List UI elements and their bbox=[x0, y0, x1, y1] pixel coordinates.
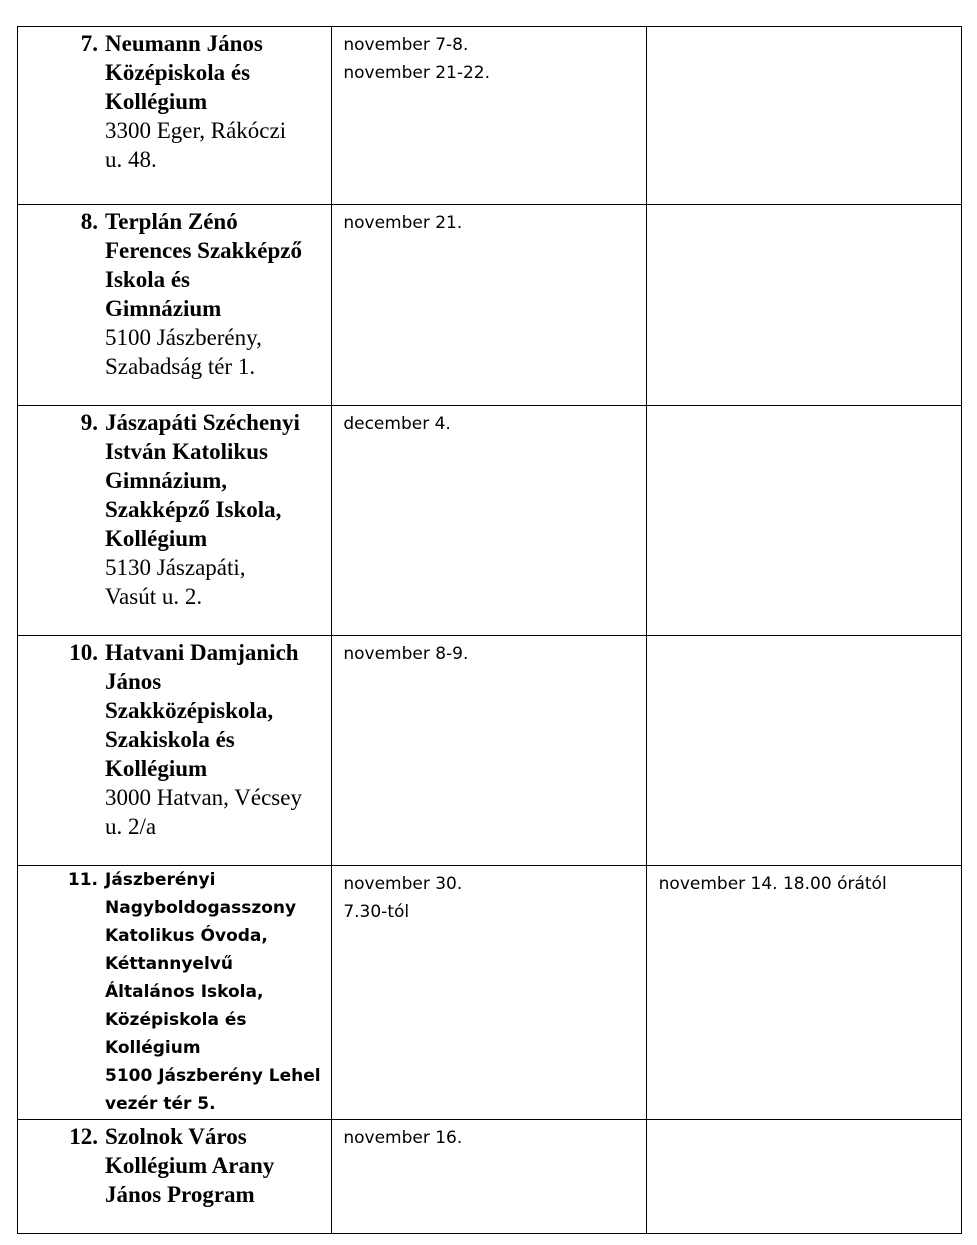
school-address-line: Vasút u. 2. bbox=[105, 584, 203, 609]
school-name-line: Kollégium bbox=[105, 756, 208, 781]
row-number: 11. bbox=[67, 870, 98, 890]
extra-cell bbox=[646, 1120, 961, 1234]
school-name-line: Ferences Szakképző bbox=[105, 238, 302, 263]
school-address bbox=[105, 783, 321, 841]
school-address bbox=[105, 553, 321, 611]
school-name-line: Kollégium bbox=[105, 89, 208, 114]
school-name-line: Középiskola és bbox=[105, 1010, 247, 1030]
school-name-line: Általános Iskola, bbox=[105, 982, 264, 1002]
school-address-line: u. 2/a bbox=[105, 814, 157, 839]
school-cell bbox=[18, 1120, 332, 1234]
table-row bbox=[18, 205, 962, 406]
school-name-line: Gimnázium, bbox=[105, 468, 228, 493]
extra-cell bbox=[646, 205, 961, 406]
table-row bbox=[18, 406, 962, 636]
school-name-line: Iskola és bbox=[105, 267, 190, 292]
table-row bbox=[18, 1120, 962, 1234]
school-name-line: Kollégium Arany bbox=[105, 1153, 275, 1178]
date-line: november 30. bbox=[343, 874, 463, 894]
school-cell bbox=[18, 27, 332, 205]
school-name-line: Szakközépiskola, bbox=[105, 698, 274, 723]
extra-cell bbox=[646, 406, 961, 636]
date-cell bbox=[332, 406, 646, 636]
school-cell bbox=[18, 866, 332, 1120]
school-name-line: Hatvani Damjanich bbox=[105, 640, 299, 665]
row-number: 10. bbox=[69, 640, 98, 665]
school-name-line: Neumann János bbox=[105, 31, 263, 56]
school-address-line: u. 48. bbox=[105, 147, 157, 172]
school-name bbox=[105, 636, 321, 783]
school-cell bbox=[18, 205, 332, 406]
date-line: november 21-22. bbox=[343, 63, 491, 83]
school-name-line: Kollégium bbox=[105, 526, 208, 551]
school-name-line: Nagyboldogasszony bbox=[105, 898, 297, 918]
school-name-line: János Program bbox=[105, 1182, 255, 1207]
school-name-line: Jászberényi bbox=[105, 870, 216, 890]
date-cell bbox=[332, 205, 646, 406]
school-address-line: 3000 Hatvan, Vécsey bbox=[105, 785, 302, 810]
school-address-line: Szabadság tér 1. bbox=[105, 354, 256, 379]
row-number: 7. bbox=[80, 31, 98, 56]
school-name-line: 5100 Jászberény Lehel bbox=[105, 1066, 321, 1086]
school-name bbox=[105, 27, 321, 116]
school-name bbox=[105, 866, 321, 1118]
school-address-line: 5130 Jászapáti, bbox=[105, 555, 246, 580]
extra-line: november 14. 18.00 órától bbox=[658, 874, 887, 894]
school-name bbox=[105, 406, 321, 553]
date-line: november 21. bbox=[343, 213, 463, 233]
school-name-line: Szolnok Város bbox=[105, 1124, 247, 1149]
table-row bbox=[18, 636, 962, 866]
row-number: 12. bbox=[69, 1124, 98, 1149]
extra-cell bbox=[646, 27, 961, 205]
school-name-line: Katolikus Óvoda, bbox=[105, 926, 268, 946]
date-line: december 4. bbox=[343, 414, 451, 434]
school-name-line: Szakiskola és bbox=[105, 727, 235, 752]
date-cell bbox=[332, 636, 646, 866]
school-name-line: Terplán Zénó bbox=[105, 209, 238, 234]
school-name-line: János bbox=[105, 669, 162, 694]
school-name-line: Jászapáti Széchenyi bbox=[105, 410, 300, 435]
school-address bbox=[105, 323, 321, 381]
school-name bbox=[105, 205, 321, 323]
school-name-line: Középiskola és bbox=[105, 60, 251, 85]
date-cell bbox=[332, 27, 646, 205]
row-number: 9. bbox=[80, 410, 98, 435]
school-cell bbox=[18, 406, 332, 636]
school-cell bbox=[18, 636, 332, 866]
school-name-line: István Katolikus bbox=[105, 439, 268, 464]
school-name-line: Gimnázium bbox=[105, 296, 222, 321]
school-name-line: vezér tér 5. bbox=[105, 1094, 216, 1114]
extra-cell bbox=[646, 866, 961, 1120]
school-name bbox=[105, 1120, 321, 1209]
school-address bbox=[105, 116, 321, 174]
date-line: november 8-9. bbox=[343, 644, 469, 664]
school-address-line: 5100 Jászberény, bbox=[105, 325, 262, 350]
date-line: 7.30-tól bbox=[343, 902, 410, 922]
date-cell bbox=[332, 866, 646, 1120]
date-line: november 16. bbox=[343, 1128, 463, 1148]
table-row bbox=[18, 866, 962, 1120]
school-name-line: Kollégium bbox=[105, 1038, 201, 1058]
school-name-line: Kéttannyelvű bbox=[105, 954, 233, 974]
date-cell bbox=[332, 1120, 646, 1234]
extra-cell bbox=[646, 636, 961, 866]
school-address-line: 3300 Eger, Rákóczi bbox=[105, 118, 287, 143]
school-name-line: Szakképző Iskola, bbox=[105, 497, 282, 522]
row-number: 8. bbox=[80, 209, 98, 234]
date-line: november 7-8. bbox=[343, 35, 469, 55]
table-row bbox=[18, 27, 962, 205]
schools-table bbox=[17, 26, 962, 1234]
